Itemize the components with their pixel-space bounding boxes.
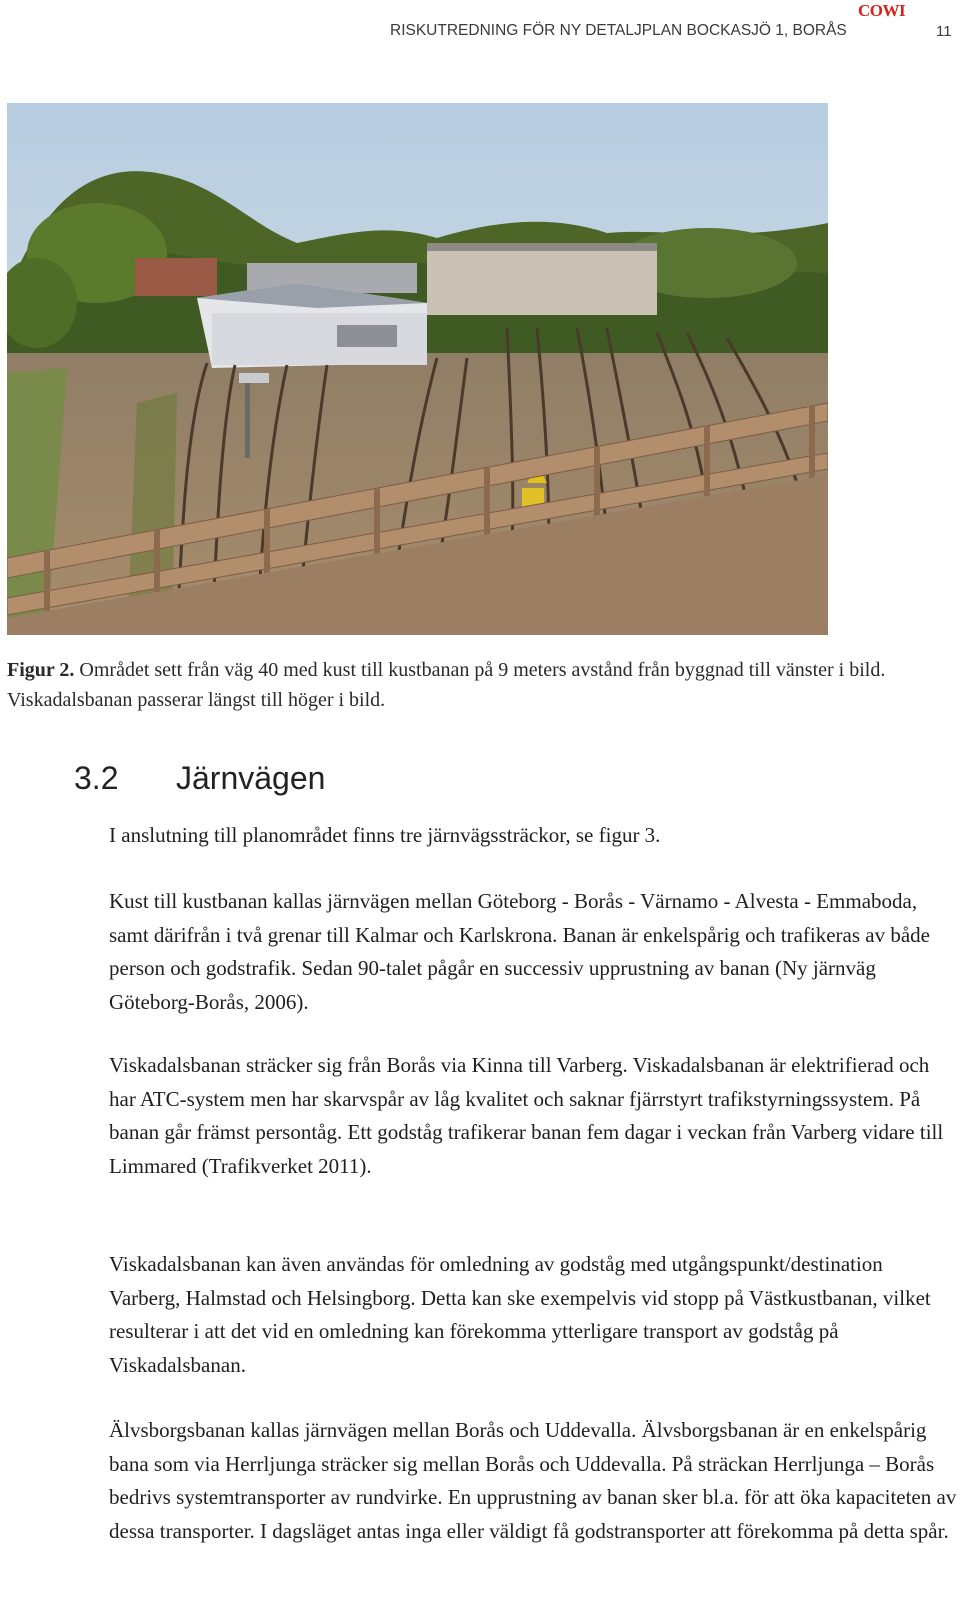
paragraph-alvsborgsbanan (109, 1414, 959, 1548)
section-number: 3.2 (74, 760, 119, 796)
paragraph-intro (109, 819, 959, 853)
railway-yard-photo (7, 103, 828, 635)
section-title: Järnvägen (176, 760, 326, 796)
section-heading (74, 758, 774, 798)
figure-caption-text: Området sett från väg 40 med kust till kustbanan på 9 meters avstånd från byggnad till vänster i bild. Viskadalsbanan passerar längst till höger i bild. (7, 659, 886, 711)
paragraph-kust-till-kustbanan (109, 885, 959, 1019)
running-header: RISKUTREDNING FÖR NY DETALJPLAN BOCKASJÖ 1, BORÅS (390, 22, 847, 39)
paragraph: Viskadalsbanan kan även användas för omledning av godståg med utgångspunkt/destination Varberg, Halmstad och Helsingborg. Detta kan ske exempelvis vid stopp på Västkustbanan, vilket resulterar i att det vid en omledning kan förekomma ytterligare transport av godståg på Viskadalsbanan. (109, 1252, 931, 1377)
figure-caption (7, 655, 947, 715)
cowi-logo: COWI (858, 1, 906, 20)
paragraph: Älvsborgsbanan kallas järnvägen mellan Borås och Uddevalla. Älvsborgsbanan är en enkelspårig bana som via Herrljunga sträcker sig mellan Borås och Uddevalla. På sträckan Herrljunga – Borås bedrivs systemtransporter av rundvirke. En upprustning av banan sker bl.a. för att öka kapaciteten av dessa transporter. I dagsläget antas inga eller väldigt få godstransporter att förekomma på detta spår. (109, 1418, 957, 1543)
paragraph-omledning (109, 1248, 959, 1382)
paragraph: I anslutning till planområdet finns tre järnvägssträckor, se figur 3. (109, 823, 661, 847)
paragraph: Kust till kustbanan kallas järnvägen mellan Göteborg - Borås - Värnamo - Alvesta - Emmaboda, samt därifrån i två grenar till Kalmar och Karlskrona. Banan är enkelspårig och trafikeras av både person och godstrafik. Sedan 90-talet pågår en successiv upprustning av banan (Ny järnväg Göteborg-Borås, 2006). (109, 889, 930, 1014)
paragraph: Viskadalsbanan sträcker sig från Borås via Kinna till Varberg. Viskadalsbanan är elektrifierad och har ATC-system men har skarvspår av låg kvalitet och saknar fjärrstyrt trafikstyrningssystem. På banan går främst persontåg. Ett godståg trafikerar banan fem dagar i veckan från Varberg vidare till Limmared (Trafikverket 2011). (109, 1053, 944, 1178)
figure-label: Figur 2. (7, 659, 75, 681)
page-number: 11 (936, 23, 952, 40)
paragraph-viskadalsbanan (109, 1049, 959, 1183)
